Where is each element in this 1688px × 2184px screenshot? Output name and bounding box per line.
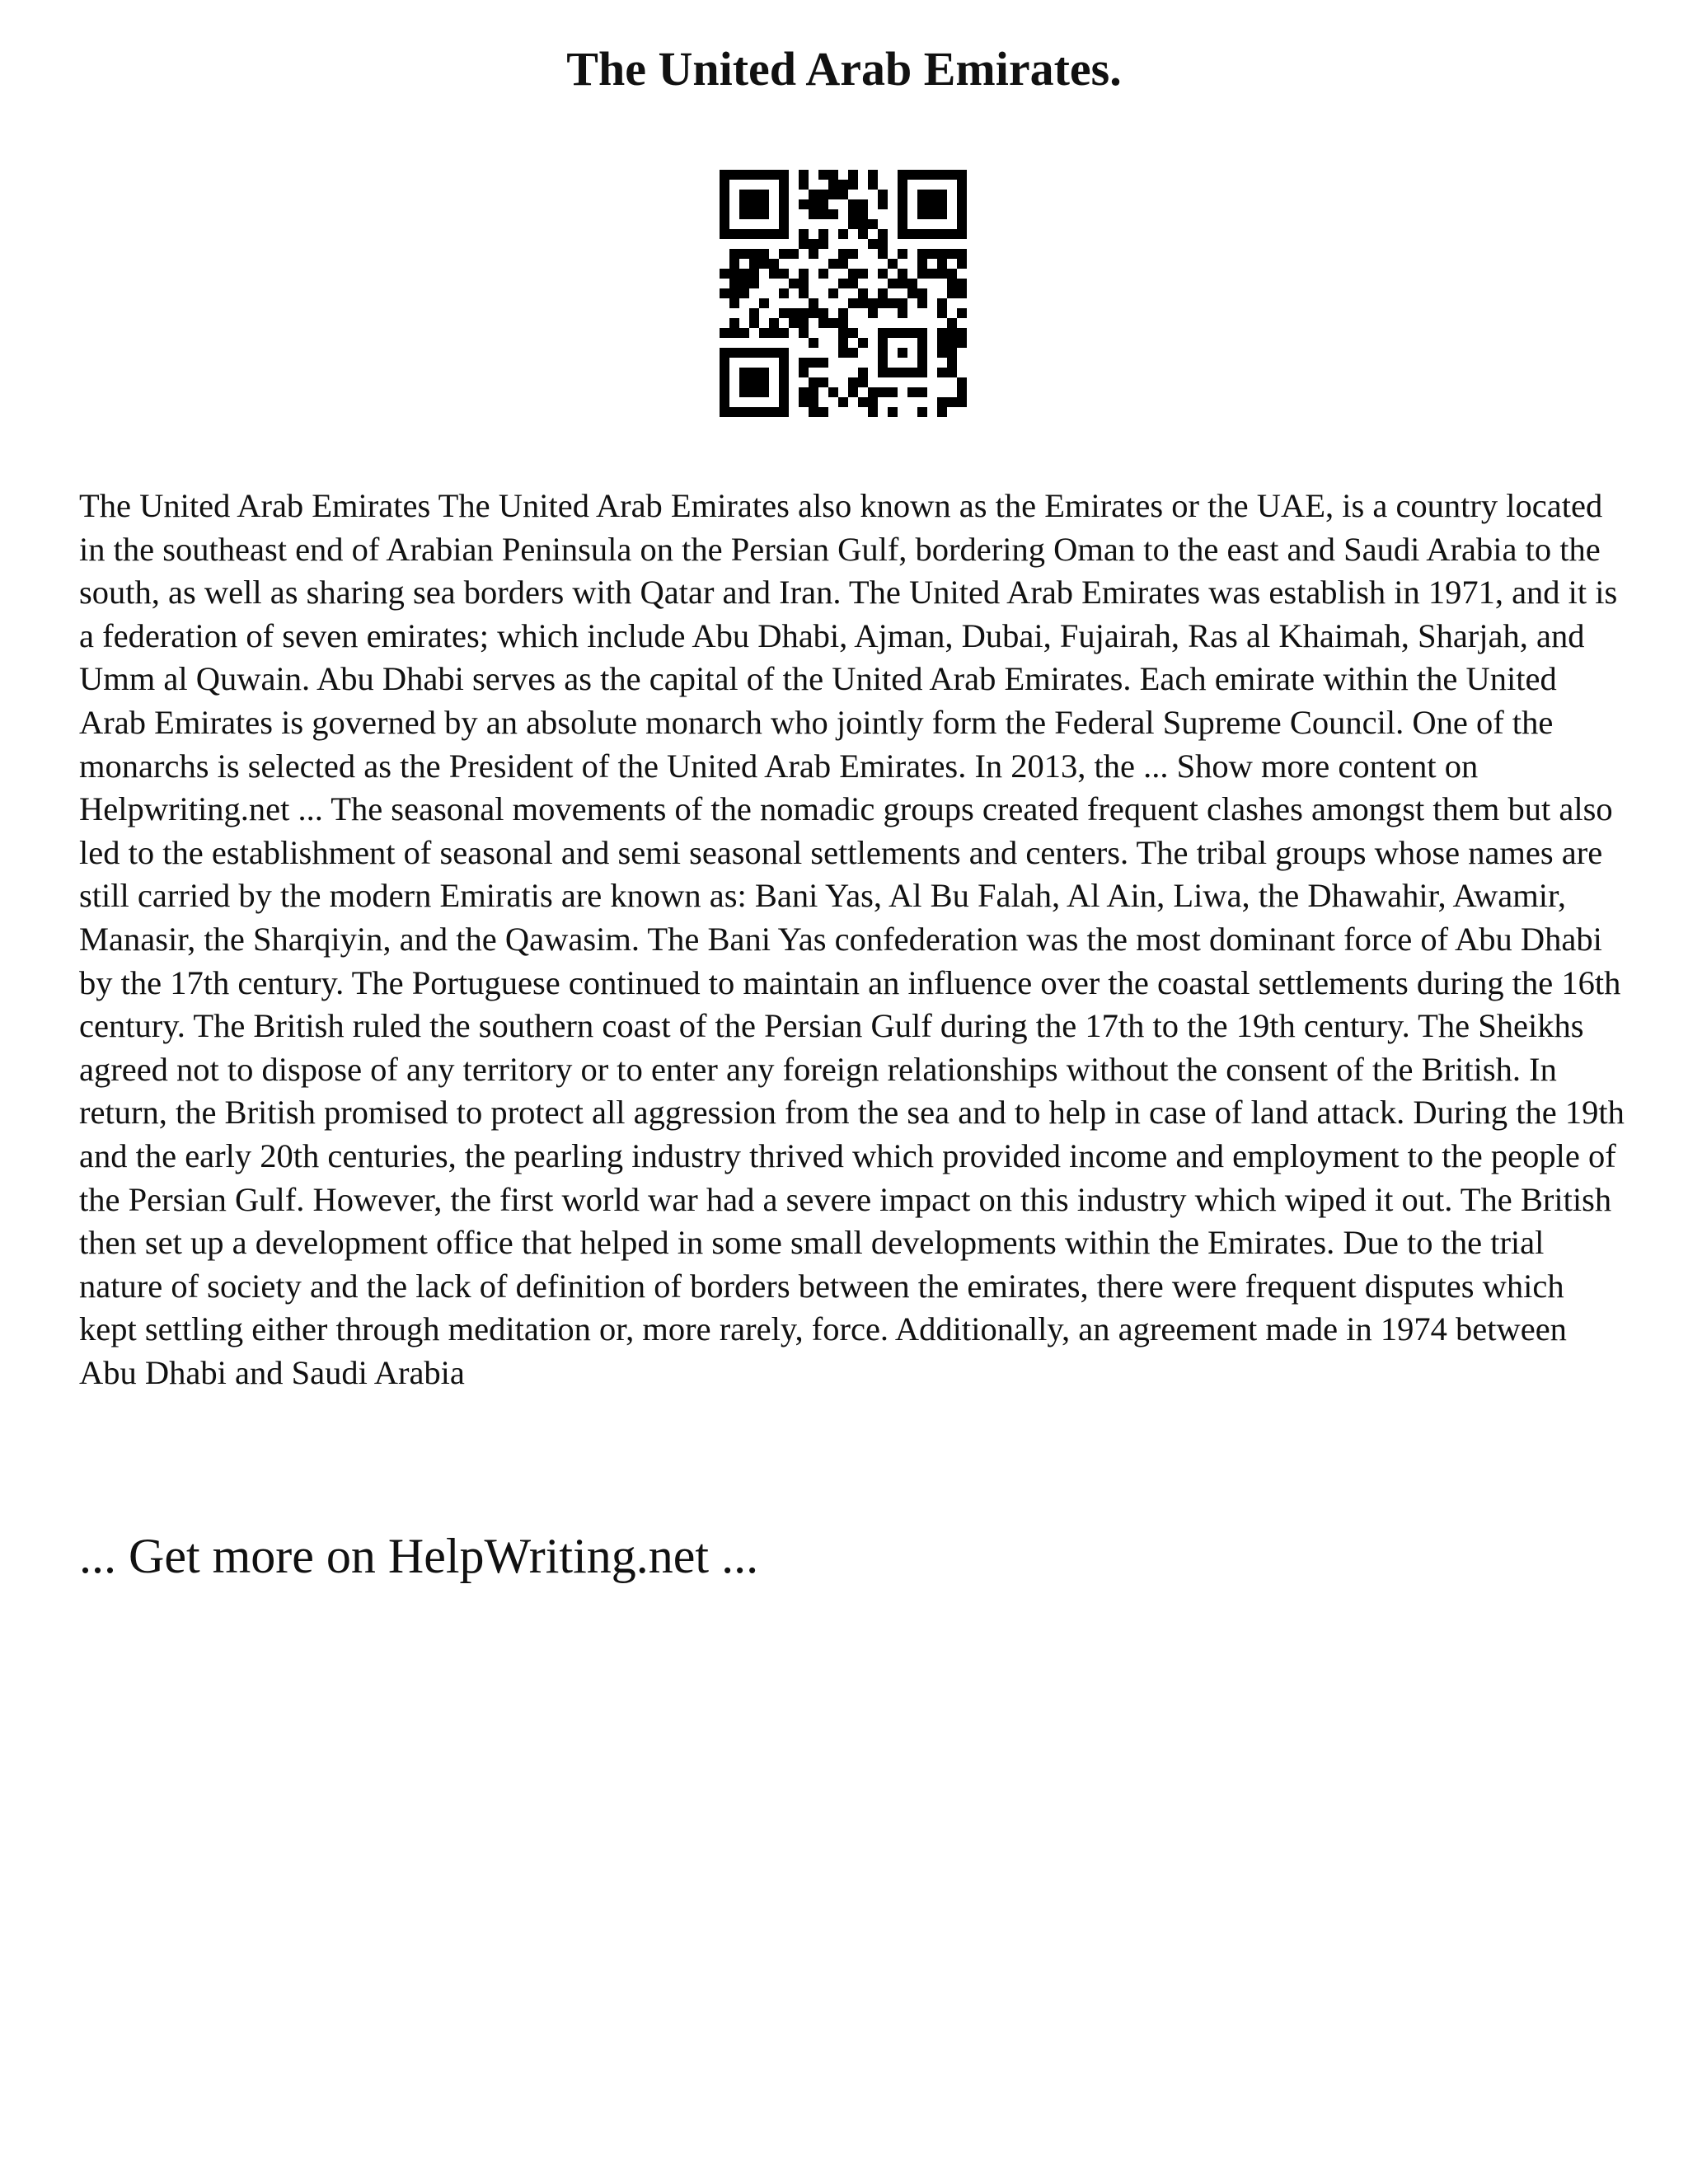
page-title: The United Arab Emirates. bbox=[566, 42, 1122, 96]
article-body: The United Arab Emirates The United Arab Emirates also known as the Emirates or the UAE, is a country located in the southeast end of Arabian Peninsula on the Persian Gulf, bordering Oman to the east and Saudi Arabia to the south, as well as sharing sea borders with Qatar and Iran. The United Arab Emirates was establish in 1971, and it is a federation of seven emirates; which include Abu Dhabi, Ajman, Dubai, Fujairah, Ras al Khaimah, Sharjah, and Umm al Quwain. Abu Dhabi serves as the capital of the United Arab Emirates. Each emirate within the United Arab Emirates is governed by an absolute monarch who jointly form the Federal Supreme Council. One of the monarchs is selected as the President of the United Arab Emirates. In 2013, the ... Show more content on Helpwriting.net ... The seasonal movements of the nomadic groups created frequent clashes amongst them but also led to the establishment of seasonal and semi seasonal settlements and centers. The tribal groups whose names are still carried by the modern Emiratis are known as: Bani Yas, Al Bu Falah, Al Ain, Liwa, the Dhawahir, Awamir, Manasir, the Sharqiyin, and the Qawasim. The Bani Yas confederation was the most dominant force of Abu Dhabi by the 17th century. The Portuguese continued to maintain an influence over the coastal settlements during the 16th century. The British ruled the southern coast of the Persian Gulf during the 17th to the 19th century. The Sheikhs agreed not to dispose of any territory or to enter any foreign relationships without the consent of the British. In return, the British promised to protect all aggression from the sea and to help in case of land attack. During the 19th and the early 20th centuries, the pearling industry thrived which provided income and employment to the people of the Persian Gulf. However, the first world war had a severe impact on this industry which wiped it out. The British then set up a development office that helped in some small developments within the Emirates. Due to the trial nature of society and the lack of definition of borders between the emirates, there were frequent disputes which kept settling either through meditation or, more rarely, force. Additionally, an agreement made in 1974 between Abu Dhabi and Saudi Arabia bbox=[79, 487, 1625, 1391]
get-more-link[interactable]: ... Get more on HelpWriting.net ... bbox=[79, 1529, 759, 1583]
qr-code-icon[interactable] bbox=[720, 170, 967, 417]
